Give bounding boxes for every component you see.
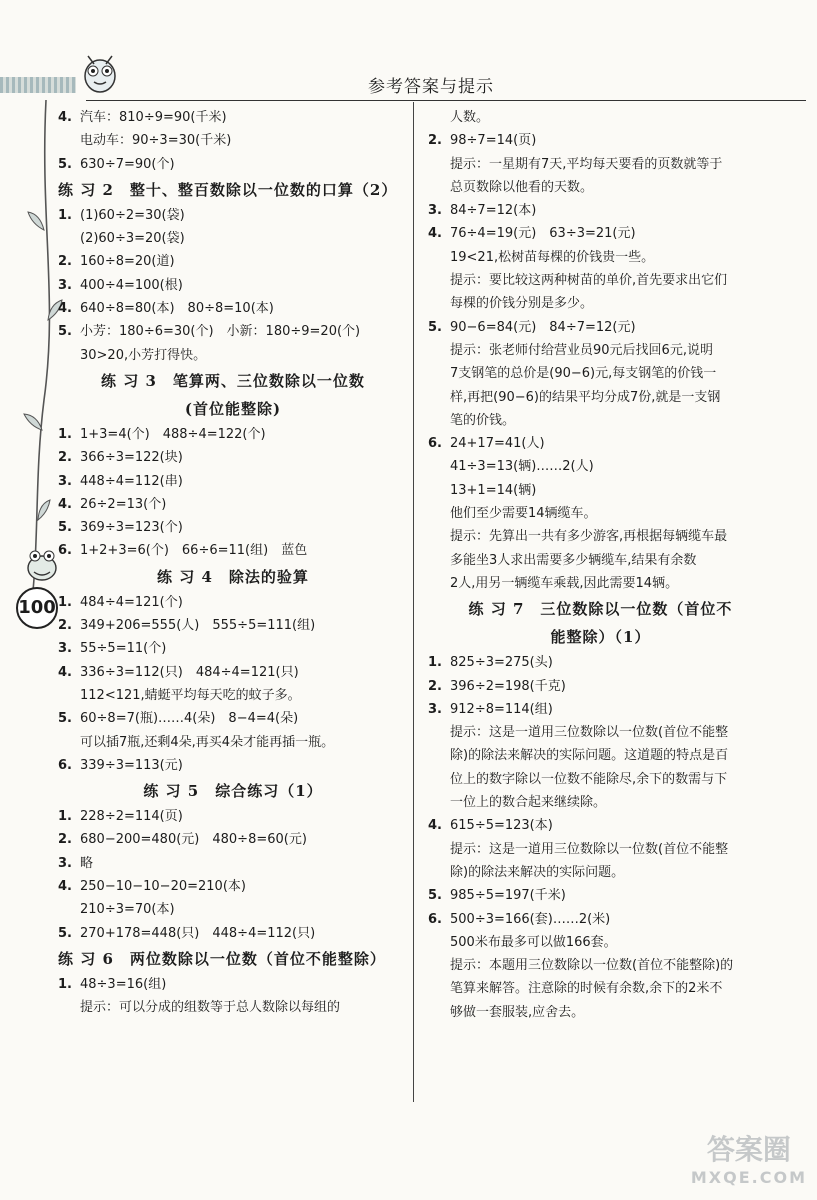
- item-number: 5.: [58, 925, 72, 941]
- item-number: 3.: [58, 277, 72, 293]
- watermark-main: 答案圈: [706, 1133, 791, 1166]
- answer-item: [428, 222, 773, 245]
- item-text: 396÷2=198(千克): [450, 678, 566, 694]
- item-number: 3.: [428, 701, 442, 717]
- answer-continuation: 总页数除以他看的天数。: [450, 179, 594, 195]
- answer-item: [58, 637, 408, 660]
- section-heading-continuation: 能整除）（1）: [550, 628, 651, 647]
- header-rule: [86, 100, 806, 101]
- answer-continuation: 500米布最多可以做166套。: [450, 934, 617, 950]
- item-text: 98÷7=14(页): [450, 133, 537, 149]
- answer-continuation: 112<121,蜻蜓平均每天吃的蚊子多。: [80, 687, 301, 703]
- answer-continuation: 电动车：90÷3=30(千米): [80, 133, 232, 149]
- item-text: 55÷5=11(个): [80, 641, 167, 657]
- section-heading-continuation: (首位能整除): [184, 399, 282, 418]
- item-number: 3.: [58, 855, 72, 871]
- answer-continuation: 他们至少需要14辆缆车。: [450, 506, 597, 522]
- item-text: 680−200=480(元) 480÷8=60(元): [80, 832, 307, 848]
- item-text: 24+17=41(人): [450, 436, 545, 452]
- answer-item: [58, 973, 408, 996]
- answer-continuation: 除)的除法来解决的实际问题。这道题的特点是百: [450, 748, 729, 764]
- section-heading: 练 习 5 综合练习（1）: [143, 782, 323, 801]
- item-text: 369÷3=123(个): [80, 520, 183, 536]
- answer-item: [58, 875, 408, 898]
- section-heading: 练 习 3 笔算两、三位数除以一位数: [101, 371, 365, 390]
- answer-continuation: 可以插7瓶,还剩4朵,再买4朵才能再插一瓶。: [80, 734, 335, 750]
- item-text: 349+206=555(人) 555÷5=111(组): [80, 618, 316, 634]
- item-number: 2.: [428, 678, 442, 694]
- answer-item: [428, 675, 773, 698]
- answer-continuation: 提示：要比较这两种树苗的单价,首先要求出它们: [450, 273, 728, 289]
- answer-continuation: 提示：这是一道用三位数除以一位数(首位不能整: [450, 841, 729, 857]
- answer-item: [58, 204, 408, 227]
- item-number: 4.: [428, 226, 442, 242]
- answer-continuation: 提示：先算出一共有多少游客,再根据每辆缆车最: [450, 529, 728, 545]
- section-heading: 练 习 6 两位数除以一位数（首位不能整除）: [58, 949, 386, 968]
- item-number: 4.: [58, 301, 72, 317]
- item-text: 500÷3=166(套)……2(米): [450, 911, 611, 927]
- answer-item: [58, 852, 408, 875]
- item-number: 2.: [58, 832, 72, 848]
- item-number: 6.: [428, 911, 442, 927]
- answer-item: [58, 320, 408, 343]
- answer-continuation: 7支钢笔的总价是(90−6)元,每支钢笔的价钱一: [450, 366, 717, 382]
- answer-continuation: 提示：一星期有7天,平均每天要看的页数就等于: [450, 156, 723, 172]
- answer-item: [58, 539, 408, 562]
- item-text: 615÷5=123(本): [450, 818, 553, 834]
- item-text: 160÷8=20(道): [80, 254, 175, 270]
- answer-item: [58, 591, 408, 614]
- item-text: 448÷4=112(串): [80, 473, 183, 489]
- item-text: 825÷3=275(头): [450, 655, 553, 671]
- item-number: 1.: [428, 655, 442, 671]
- item-number: 5.: [58, 156, 72, 172]
- item-number: 6.: [428, 436, 442, 452]
- answer-continuation: 人数。: [450, 110, 490, 125]
- answer-item: [58, 754, 408, 777]
- item-number: 4.: [58, 496, 72, 512]
- item-number: 2.: [58, 254, 72, 270]
- left-column: [58, 106, 408, 1020]
- item-number: 3.: [58, 641, 72, 657]
- item-text: 339÷3=113(元): [80, 757, 183, 773]
- item-text: (1)60÷2=30(袋): [80, 207, 185, 223]
- item-text: 400÷4=100(根): [80, 277, 183, 293]
- item-text: 1+2+3=6(个) 66÷6=11(组) 蓝色: [80, 543, 308, 559]
- answer-continuation: 41÷3=13(辆)……2(人): [450, 459, 594, 475]
- answer-continuation: 2人,用另一辆缆车乘载,因此需要14辆。: [450, 575, 679, 591]
- answer-continuation: 13+1=14(辆): [450, 482, 537, 498]
- answer-continuation: 除)的除法来解决的实际问题。: [450, 864, 625, 880]
- answer-continuation: 提示：本题用三位数除以一位数(首位不能整除)的: [450, 958, 734, 974]
- answer-continuation: (2)60÷3=20(袋): [80, 231, 185, 247]
- answer-item: [428, 651, 773, 674]
- item-text: 汽车：810÷9=90(千米): [80, 110, 227, 125]
- section-heading: 练 习 2 整十、整百数除以一位数的口算（2）: [58, 180, 398, 199]
- item-text: 912÷8=114(组): [450, 701, 553, 717]
- item-number: 1.: [58, 207, 72, 223]
- answer-item: [58, 661, 408, 684]
- item-text: 84÷7=12(本): [450, 203, 537, 219]
- answer-item: [58, 297, 408, 320]
- item-text: 336÷3=112(只) 484÷4=121(只): [80, 664, 299, 680]
- answer-item: [58, 828, 408, 851]
- item-text: 640÷8=80(本) 80÷8=10(本): [80, 301, 274, 317]
- answer-item: [58, 106, 408, 129]
- item-text: 484÷4=121(个): [80, 594, 183, 610]
- item-number: 3.: [58, 473, 72, 489]
- item-number: 5.: [58, 520, 72, 536]
- item-text: 76÷4=19(元) 63÷3=21(元): [450, 226, 636, 242]
- item-number: 5.: [58, 711, 72, 727]
- answer-continuation: 位上的数字除以一位数不能除尽,余下的数需与下: [450, 771, 728, 787]
- answer-continuation: 多能坐3人求出需要多少辆缆车,结果有余数: [450, 552, 697, 568]
- answer-item: [428, 814, 773, 837]
- item-text: 1+3=4(个) 488÷4=122(个): [80, 426, 266, 442]
- answer-item: [428, 884, 773, 907]
- item-number: 1.: [58, 809, 72, 825]
- item-number: 2.: [428, 133, 442, 149]
- item-text: 略: [80, 855, 94, 871]
- answer-item: [428, 698, 773, 721]
- item-number: 1.: [58, 594, 72, 610]
- answer-continuation: 19<21,松树苗每棵的价钱贵一些。: [450, 249, 655, 265]
- item-text: 小芳：180÷6=30(个) 小新：180÷9=20(个): [80, 324, 361, 340]
- page-header: [0, 0, 817, 104]
- page-title: 参考答案与提示: [368, 77, 494, 97]
- item-text: 366÷3=122(块): [80, 450, 183, 466]
- column-divider: [413, 102, 414, 1102]
- watermark: [690, 1133, 807, 1192]
- decorative-band: [0, 77, 76, 93]
- item-number: 5.: [58, 324, 72, 340]
- answer-item: [58, 922, 408, 945]
- answer-item: [58, 274, 408, 297]
- answer-item: [58, 250, 408, 273]
- item-number: 1.: [58, 426, 72, 442]
- item-number: 6.: [58, 543, 72, 559]
- item-text: 630÷7=90(个): [80, 156, 175, 172]
- answer-continuation: 提示：张老师付给营业员90元后找回6元,说明: [450, 342, 713, 358]
- answer-item: [428, 129, 773, 152]
- item-number: 4.: [58, 664, 72, 680]
- answer-continuation: 每棵的价钱分别是多少。: [450, 296, 594, 312]
- item-text: 48÷3=16(组): [80, 976, 167, 992]
- answer-item: [428, 199, 773, 222]
- answer-item: [58, 805, 408, 828]
- item-number: 2.: [58, 450, 72, 466]
- page-number: 100: [16, 587, 58, 629]
- answer-item: [58, 446, 408, 469]
- item-number: 4.: [58, 879, 72, 895]
- answer-item: [428, 908, 773, 931]
- answer-continuation: 笔算来解答。注意除的时候有余数,余下的2米不: [450, 981, 723, 997]
- item-number: 3.: [428, 203, 442, 219]
- item-text: 26÷2=13(个): [80, 496, 167, 512]
- section-heading: 练 习 7 三位数除以一位数（首位不: [468, 600, 733, 619]
- item-number: 1.: [58, 976, 72, 992]
- answer-continuation: 一位上的数合起来继续除。: [450, 795, 607, 811]
- answer-item: [58, 423, 408, 446]
- section-heading: 练 习 4 除法的验算: [157, 567, 309, 586]
- item-text: 90−6=84(元) 84÷7=12(元): [450, 319, 636, 335]
- mascot-icon: [76, 46, 124, 96]
- item-text: 250−10−10−20=210(本): [80, 879, 246, 895]
- right-column: [428, 106, 773, 1024]
- item-number: 2.: [58, 618, 72, 634]
- item-text: 228÷2=114(页): [80, 809, 183, 825]
- answer-continuation: 笔的价钱。: [450, 412, 516, 428]
- answer-item: [58, 614, 408, 637]
- answer-item: [58, 707, 408, 730]
- frog-mascot-icon: [22, 540, 62, 586]
- answer-continuation: 30>20,小芳打得快。: [80, 347, 207, 363]
- answer-item: [58, 516, 408, 539]
- answer-item: [58, 153, 408, 176]
- answer-continuation: 210÷3=70(本): [80, 902, 175, 918]
- item-number: 4.: [58, 110, 72, 125]
- answer-continuation: 提示：这是一道用三位数除以一位数(首位不能整: [450, 725, 729, 741]
- item-number: 5.: [428, 888, 442, 904]
- item-text: 270+178=448(只) 448÷4=112(只): [80, 925, 316, 941]
- answer-item: [58, 493, 408, 516]
- answer-continuation: 提示：可以分成的组数等于总人数除以每组的: [80, 1000, 341, 1016]
- item-text: 985÷5=197(千米): [450, 888, 566, 904]
- answer-item: [58, 470, 408, 493]
- item-text: 60÷8=7(瓶)……4(朵) 8−4=4(朵): [80, 711, 299, 727]
- answer-continuation: 够做一套服装,应舍去。: [450, 1004, 585, 1020]
- answer-item: [428, 316, 773, 339]
- answer-item: [428, 432, 773, 455]
- watermark-url: MXQE.COM: [690, 1168, 807, 1187]
- item-number: 4.: [428, 818, 442, 834]
- item-number: 5.: [428, 319, 442, 335]
- item-number: 6.: [58, 757, 72, 773]
- answer-continuation: 样,再把(90−6)的结果平均分成7份,就是一支钢: [450, 389, 721, 405]
